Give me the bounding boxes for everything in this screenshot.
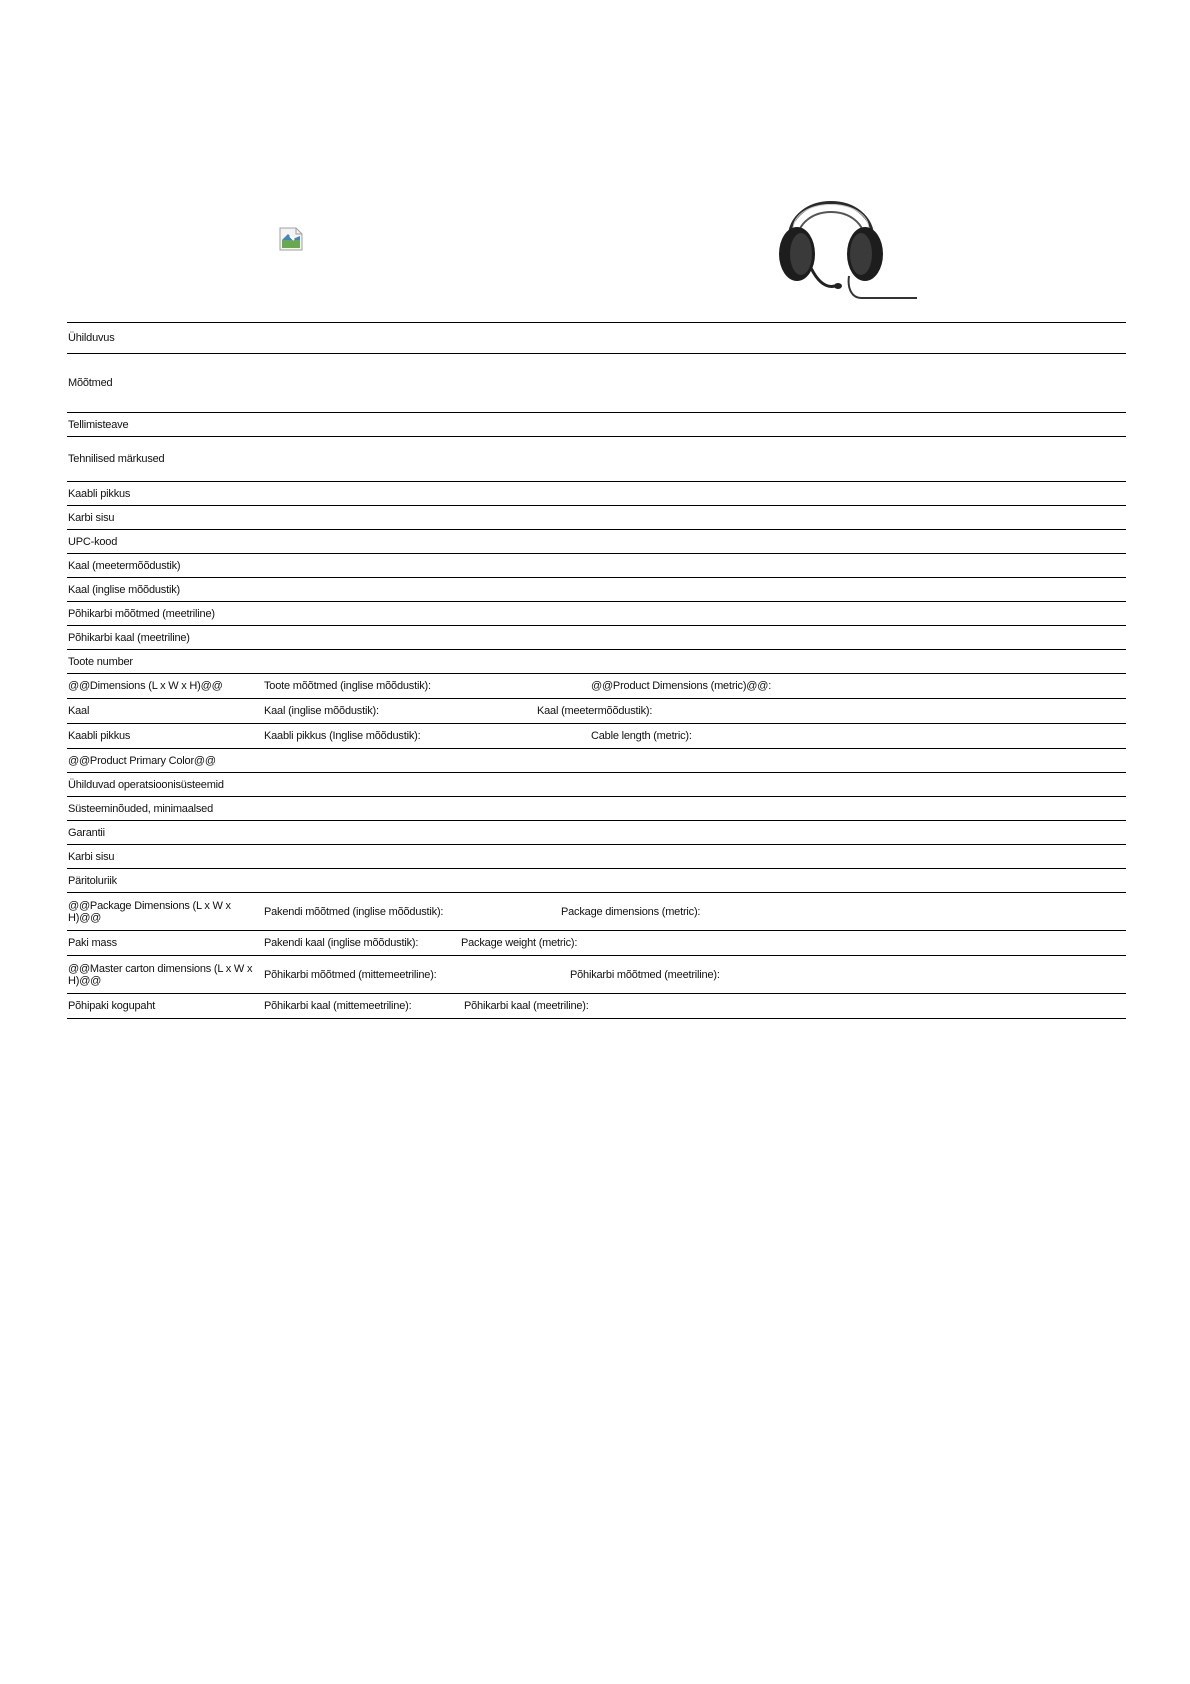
- spec-label: @@Package Dimensions (L x W x H)@@: [67, 893, 263, 931]
- table-row: [67, 931, 1126, 956]
- spec-label: Garantii: [67, 821, 263, 845]
- spec-label: UPC-kood: [67, 530, 263, 554]
- table-row: [67, 674, 1126, 699]
- table-row: [67, 699, 1126, 724]
- spec-values: [263, 893, 1126, 931]
- spec-label: Tehnilised märkused: [67, 437, 263, 482]
- spec-label: Kaal: [67, 699, 263, 724]
- spec-value-metric: @@Product Dimensions (metric)@@:: [591, 680, 772, 692]
- table-row: [67, 724, 1126, 749]
- table-row: [67, 845, 1126, 869]
- spec-value-imperial: Kaal (inglise mõõdustik):: [264, 705, 379, 717]
- table-row: [67, 994, 1126, 1019]
- spec-label: Kaabli pikkus: [67, 482, 263, 506]
- spec-values: [263, 845, 1126, 869]
- spec-value-metric: Cable length (metric):: [591, 730, 692, 742]
- spec-values: [263, 931, 1126, 956]
- table-row: [67, 821, 1126, 845]
- table-row: [67, 749, 1126, 773]
- table-row: [67, 626, 1126, 650]
- spec-values: [263, 821, 1126, 845]
- spec-label: Päritoluriik: [67, 869, 263, 893]
- spec-values: [263, 354, 1126, 413]
- spec-value-metric: Põhikarbi mõõtmed (meetriline):: [570, 968, 720, 981]
- spec-values: [263, 869, 1126, 893]
- table-row: [67, 602, 1126, 626]
- broken-image-icon: [278, 226, 304, 252]
- spec-value-metric: Package dimensions (metric):: [561, 905, 701, 918]
- spec-value-metric: Kaal (meetermõõdustik):: [537, 705, 653, 717]
- spec-values: [263, 482, 1126, 506]
- spec-label: Ühilduvad operatsioonisüsteemid: [67, 773, 263, 797]
- spec-label: Süsteeminõuded, minimaalsed: [67, 797, 263, 821]
- spec-value-imperial: Toote mõõtmed (inglise mõõdustik):: [264, 680, 431, 692]
- spec-values: [263, 323, 1126, 354]
- spec-label: Ühilduvus: [67, 323, 263, 354]
- table-row: [67, 869, 1126, 893]
- spec-values: [263, 749, 1126, 773]
- spec-label: @@Master carton dimensions (L x W x H)@@: [67, 956, 263, 994]
- table-row: [67, 323, 1126, 354]
- spec-label: Karbi sisu: [67, 506, 263, 530]
- spec-values: [263, 602, 1126, 626]
- spec-value-metric: Põhikarbi kaal (meetriline):: [464, 1000, 589, 1012]
- table-row: [67, 437, 1126, 482]
- spec-label: Põhikarbi kaal (meetriline): [67, 626, 263, 650]
- spec-value-metric: Package weight (metric):: [461, 937, 578, 949]
- spec-values: [263, 773, 1126, 797]
- spec-label: Põhikarbi mõõtmed (meetriline): [67, 602, 263, 626]
- spec-values: [263, 994, 1126, 1019]
- spec-label: Paki mass: [67, 931, 263, 956]
- spec-values: [263, 437, 1126, 482]
- spec-values: [263, 724, 1126, 749]
- spec-label: Mõõtmed: [67, 354, 263, 413]
- spec-label: Kaabli pikkus: [67, 724, 263, 749]
- spec-values: [263, 413, 1126, 437]
- spec-label: Kaal (inglise mõõdustik): [67, 578, 263, 602]
- spec-label: Toote number: [67, 650, 263, 674]
- table-row: [67, 956, 1126, 994]
- table-row: [67, 650, 1126, 674]
- spec-values: [263, 956, 1126, 994]
- spec-label: Kaal (meetermõõdustik): [67, 554, 263, 578]
- spec-values: [263, 797, 1126, 821]
- spec-value-imperial: Pakendi kaal (inglise mõõdustik):: [264, 937, 419, 949]
- spec-value-imperial: Põhikarbi kaal (mittemeetriline):: [264, 1000, 412, 1012]
- table-row: [67, 554, 1126, 578]
- spec-value-imperial: Kaabli pikkus (Inglise mõõdustik):: [264, 730, 421, 742]
- table-row: [67, 482, 1126, 506]
- spec-values: [263, 554, 1126, 578]
- table-row: [67, 797, 1126, 821]
- spec-label: Põhipaki kogupaht: [67, 994, 263, 1019]
- spec-value-imperial: Põhikarbi mõõtmed (mittemeetriline):: [264, 968, 437, 981]
- spec-table: [67, 322, 1126, 1019]
- table-row: [67, 893, 1126, 931]
- headset-photo-icon: [745, 168, 917, 308]
- spec-values: [263, 530, 1126, 554]
- spec-values: [263, 578, 1126, 602]
- spec-values: [263, 699, 1126, 724]
- spec-label: Karbi sisu: [67, 845, 263, 869]
- table-row: [67, 506, 1126, 530]
- spec-label: @@Dimensions (L x W x H)@@: [67, 674, 263, 699]
- spec-values: [263, 506, 1126, 530]
- table-row: [67, 773, 1126, 797]
- spec-label: @@Product Primary Color@@: [67, 749, 263, 773]
- spec-values: [263, 626, 1126, 650]
- spec-label: Tellimisteave: [67, 413, 263, 437]
- spec-values: [263, 650, 1126, 674]
- spec-values: [263, 674, 1126, 699]
- spec-value-imperial: Pakendi mõõtmed (inglise mõõdustik):: [264, 905, 444, 918]
- table-row: [67, 413, 1126, 437]
- table-row: [67, 354, 1126, 413]
- table-row: [67, 578, 1126, 602]
- table-row: [67, 530, 1126, 554]
